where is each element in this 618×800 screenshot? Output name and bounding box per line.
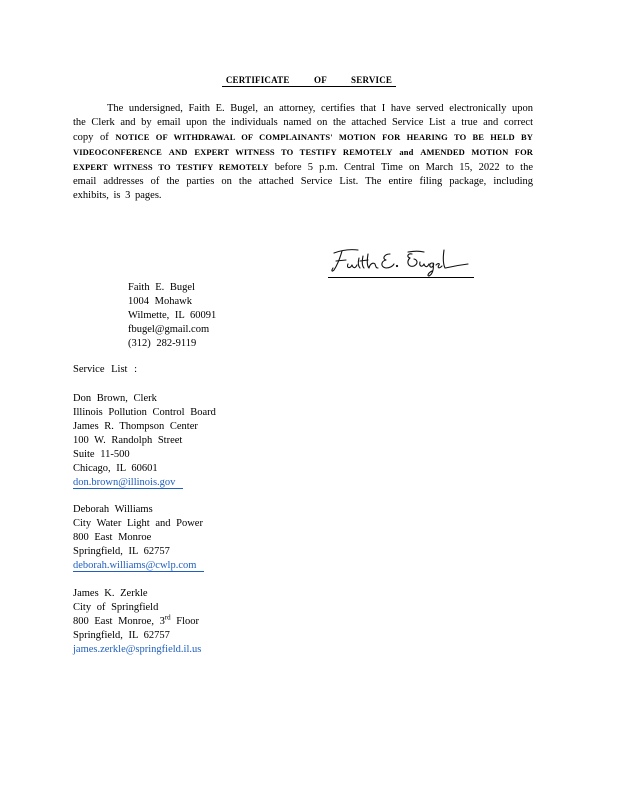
service-entry-building: James R. Thompson Center — [73, 421, 198, 432]
signer-address — [128, 281, 216, 351]
signer-street: 1004 Mohawk — [128, 296, 192, 307]
service-entry-email-link[interactable]: deborah.williams@cwlp.com — [73, 560, 204, 572]
certificate-paragraph — [73, 102, 533, 203]
body-closing: before 5 p.m. Central Time on March 15, 2022 to the email addresses of the parties on the attached Service List. The entire filing package, including exhibits, is 3 pages. — [73, 162, 533, 201]
service-entry-street-floor — [73, 615, 201, 629]
signer-phone: (312) 282-9119 — [128, 338, 197, 349]
service-entry-street: 800 East Monroe — [73, 532, 152, 543]
signature-block — [328, 244, 474, 280]
floor-label: Floor — [176, 616, 200, 627]
service-entry-org: Illinois Pollution Control Board — [73, 407, 216, 418]
page-title — [0, 75, 618, 85]
service-entry-cwlp — [73, 503, 204, 573]
doc-title-and2: and — [399, 147, 414, 157]
service-list-heading: Service List : — [73, 364, 137, 375]
service-entry-city: Springfield, IL 62757 — [73, 546, 170, 557]
body-intro: The undersigned, Faith E. Bugel, an attorney, certifies that I have served electronically upon the Clerk and by email upon the individuals named on the attached Service List a true and correct copy of — [73, 103, 533, 143]
service-entry-name: Don Brown, Clerk — [73, 393, 157, 404]
service-entry-street: 100 W. Randolph Street — [73, 435, 183, 446]
service-entry-email-link[interactable]: don.brown@illinois.gov — [73, 477, 183, 489]
service-entry-name: James K. Zerkle — [73, 588, 148, 599]
service-entry-clerk — [73, 392, 216, 490]
signer-email: fbugel@gmail.com — [128, 324, 210, 335]
doc-title-1: NOTICE OF WITHDRAWAL OF COMPLAINANTS' MOTION FOR HEARING TO BE HELD BY VIDEOCONFERENCE — [73, 132, 533, 157]
service-entry-email-link[interactable]: james.zerkle@springfield.il.us — [73, 644, 202, 655]
service-entry-suite: Suite 11-500 — [73, 449, 130, 460]
signature-line — [328, 277, 474, 278]
service-entry-springfield — [73, 587, 201, 657]
service-entry-city: Chicago, IL 60601 — [73, 463, 158, 474]
floor-suffix: rd — [164, 613, 171, 622]
signer-city: Wilmette, IL 60091 — [128, 310, 217, 321]
service-entry-org: City Water Light and Power — [73, 518, 203, 529]
service-entry-org: City of Springfield — [73, 602, 159, 613]
doc-title-3: AMENDED MOTION FOR EXPERT WITNESS TO TESTIFY REMOTELY — [73, 147, 534, 172]
signature-image — [328, 244, 474, 278]
floor-number: 3 — [159, 616, 165, 627]
doc-title-2: EXPERT WITNESS TO TESTIFY REMOTELY — [194, 147, 393, 157]
signer-name: Faith E. Bugel — [128, 282, 195, 293]
title-text: CERTIFICATE OF SERVICE — [222, 75, 396, 87]
service-entry-street: 800 East Monroe, — [73, 616, 154, 627]
doc-title-and: AND — [168, 147, 188, 157]
service-entry-name: Deborah Williams — [73, 504, 153, 515]
service-entry-city: Springfield, IL 62757 — [73, 630, 170, 641]
